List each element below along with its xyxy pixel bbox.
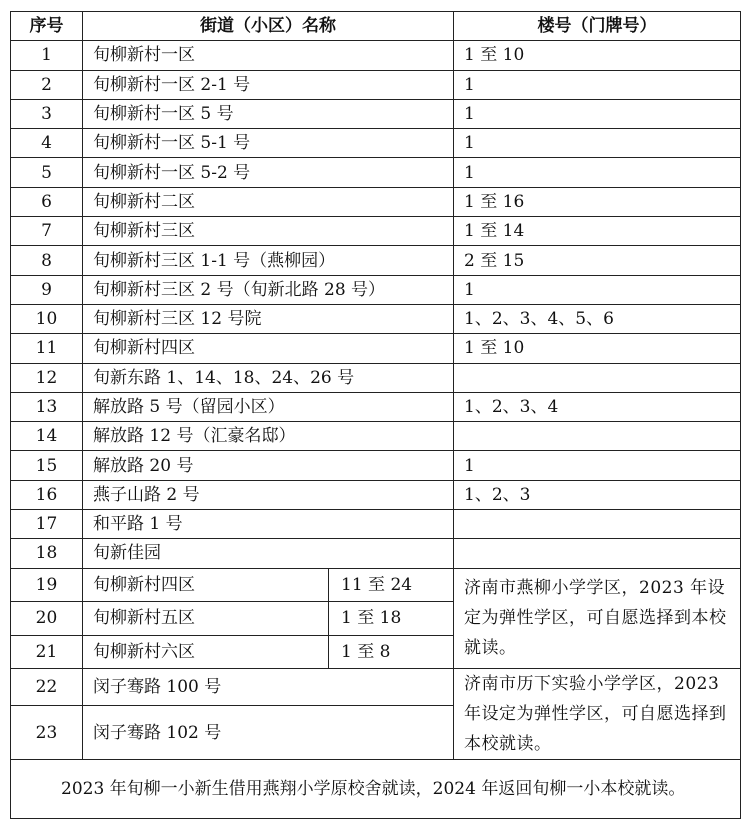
row-name: 旬柳新村三区 12 号院 <box>83 304 454 333</box>
row-seq: 2 <box>11 70 83 99</box>
row-name: 旬新东路 1、14、18、24、26 号 <box>83 363 454 392</box>
row-building: 1 至 14 <box>454 217 741 246</box>
row-building: 2 至 15 <box>454 246 741 275</box>
row-name: 旬柳新村四区 <box>83 334 454 363</box>
row-seq: 12 <box>11 363 83 392</box>
row-seq: 22 <box>11 669 83 706</box>
row-building: 1 <box>454 451 741 480</box>
row-seq: 10 <box>11 304 83 333</box>
row-building <box>454 363 741 392</box>
table-row <box>11 539 741 568</box>
district-table-wrapper <box>10 11 740 819</box>
row-seq: 21 <box>11 635 83 669</box>
row-name: 旬柳新村五区 <box>83 602 329 636</box>
row-building: 1、2、3 <box>454 480 741 509</box>
row-seq: 3 <box>11 99 83 128</box>
experimental-district-note: 济南市历下实验小学学区，2023 年设定为弹性学区，可自愿选择到本校就读。 <box>454 669 741 760</box>
row-seq: 4 <box>11 129 83 158</box>
header-name: 街道（小区）名称 <box>83 12 454 41</box>
row-building: 1 <box>454 129 741 158</box>
table-row <box>11 246 741 275</box>
table-row <box>11 669 741 706</box>
row-building: 1 <box>454 70 741 99</box>
row-building <box>454 539 741 568</box>
table-row <box>11 41 741 70</box>
footer-note: 2023 年旬柳一小新生借用燕翔小学原校舍就读，2024 年返回旬柳一小本校就读。 <box>11 760 741 819</box>
table-row <box>11 217 741 246</box>
row-building: 11 至 24 <box>329 568 454 602</box>
school-district-table <box>10 11 741 819</box>
row-seq: 14 <box>11 422 83 451</box>
row-name: 解放路 5 号（留园小区） <box>83 392 454 421</box>
row-building <box>454 510 741 539</box>
row-building: 1 至 16 <box>454 187 741 216</box>
row-name: 闵子骞路 100 号 <box>83 669 454 706</box>
table-row <box>11 392 741 421</box>
row-building: 1 至 8 <box>329 635 454 669</box>
table-row <box>11 275 741 304</box>
row-seq: 9 <box>11 275 83 304</box>
row-seq: 19 <box>11 568 83 602</box>
table-row <box>11 187 741 216</box>
table-row <box>11 568 741 602</box>
table-row <box>11 422 741 451</box>
row-name: 闵子骞路 102 号 <box>83 706 454 760</box>
table-row <box>11 304 741 333</box>
footer-row <box>11 760 741 819</box>
row-building: 1 至 18 <box>329 602 454 636</box>
row-name: 旬柳新村二区 <box>83 187 454 216</box>
row-building: 1 至 10 <box>454 334 741 363</box>
row-name: 和平路 1 号 <box>83 510 454 539</box>
table-row <box>11 480 741 509</box>
header-building: 楼号（门牌号） <box>454 12 741 41</box>
row-seq: 11 <box>11 334 83 363</box>
header-seq: 序号 <box>11 12 83 41</box>
row-name: 旬柳新村六区 <box>83 635 329 669</box>
row-seq: 15 <box>11 451 83 480</box>
table-row <box>11 70 741 99</box>
row-building: 1 <box>454 275 741 304</box>
row-seq: 20 <box>11 602 83 636</box>
row-seq: 8 <box>11 246 83 275</box>
row-building: 1 <box>454 158 741 187</box>
row-name: 旬柳新村三区 <box>83 217 454 246</box>
table-row <box>11 99 741 128</box>
row-building: 1 至 10 <box>454 41 741 70</box>
table-row <box>11 363 741 392</box>
row-seq: 23 <box>11 706 83 760</box>
row-name: 旬柳新村三区 1-1 号（燕柳园） <box>83 246 454 275</box>
row-name: 旬柳新村四区 <box>83 568 329 602</box>
row-seq: 1 <box>11 41 83 70</box>
table-row <box>11 334 741 363</box>
row-seq: 16 <box>11 480 83 509</box>
table-row <box>11 451 741 480</box>
table-header-row <box>11 12 741 41</box>
row-seq: 13 <box>11 392 83 421</box>
row-name: 旬柳新村一区 <box>83 41 454 70</box>
row-seq: 7 <box>11 217 83 246</box>
row-seq: 6 <box>11 187 83 216</box>
row-name: 燕子山路 2 号 <box>83 480 454 509</box>
row-name: 旬柳新村三区 2 号（旬新北路 28 号） <box>83 275 454 304</box>
row-building: 1、2、3、4、5、6 <box>454 304 741 333</box>
row-seq: 17 <box>11 510 83 539</box>
row-name: 旬新佳园 <box>83 539 454 568</box>
row-name: 旬柳新村一区 5 号 <box>83 99 454 128</box>
table-row <box>11 129 741 158</box>
row-seq: 18 <box>11 539 83 568</box>
table-row <box>11 510 741 539</box>
row-name: 解放路 20 号 <box>83 451 454 480</box>
flexible-district-note: 济南市燕柳小学学区，2023 年设定为弹性学区，可自愿选择到本校就读。 <box>454 568 741 669</box>
row-seq: 5 <box>11 158 83 187</box>
row-building: 1 <box>454 99 741 128</box>
row-name: 旬柳新村一区 2-1 号 <box>83 70 454 99</box>
table-row <box>11 158 741 187</box>
row-name: 旬柳新村一区 5-2 号 <box>83 158 454 187</box>
row-building <box>454 422 741 451</box>
row-name: 解放路 12 号（汇豪名邸） <box>83 422 454 451</box>
row-name: 旬柳新村一区 5-1 号 <box>83 129 454 158</box>
row-building: 1、2、3、4 <box>454 392 741 421</box>
